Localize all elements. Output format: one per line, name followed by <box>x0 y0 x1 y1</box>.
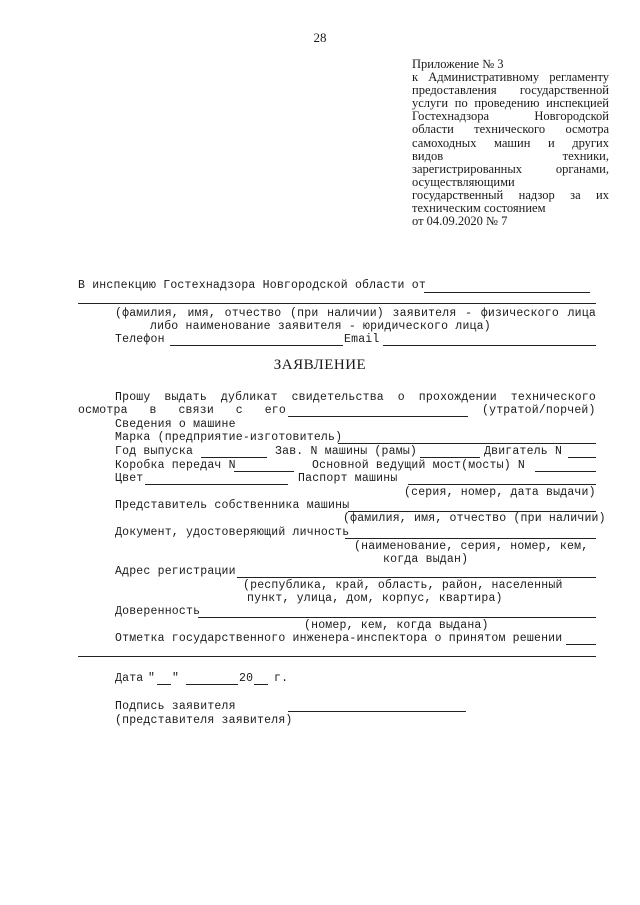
annex-line: Гостехнадзора Новгородской <box>412 109 609 124</box>
date-suffix: г. <box>274 672 289 685</box>
brand-label: Марка (предприятие-изготовитель) <box>115 431 343 444</box>
annex-line: зарегистрированных органами, <box>412 161 609 176</box>
date-quote-open: " <box>148 672 156 685</box>
applicant-name-field-line2[interactable] <box>78 303 596 304</box>
signature-field[interactable] <box>288 711 466 712</box>
annex-line: услуги по проведению инспекцией <box>412 96 609 111</box>
document-title: ЗАЯВЛЕНИЕ <box>273 357 367 373</box>
signature-label: Подпись заявителя <box>115 700 236 713</box>
email-label: Email <box>344 333 380 346</box>
date-year-prefix: 20 <box>239 672 254 685</box>
date-quote-close: " <box>172 672 180 685</box>
id-document-hint-2: когда выдан) <box>383 553 469 566</box>
annex-line: осуществляющими <box>412 174 515 189</box>
date-label: Дата <box>115 672 144 685</box>
color-field[interactable] <box>145 484 288 485</box>
proxy-field[interactable] <box>198 617 596 618</box>
inspector-note-label: Отметка государственного инженера-инспектора о принятом решении <box>115 632 563 645</box>
machine-info-heading: Сведения о машине <box>115 418 236 431</box>
registration-address-field[interactable] <box>237 577 596 578</box>
machine-passport-field[interactable] <box>408 484 596 485</box>
annex-block <box>412 58 609 228</box>
annex-line: Приложение № 3 <box>412 57 504 71</box>
inspector-note-field-line2[interactable] <box>78 656 596 657</box>
proxy-label: Доверенность <box>115 605 201 618</box>
machine-passport-label: Паспорт машины <box>298 472 398 485</box>
representative-hint: (фамилия, имя, отчество (при наличии) <box>343 512 606 525</box>
phone-field[interactable] <box>170 345 343 346</box>
date-month-field[interactable] <box>186 684 238 685</box>
applicant-hint-2: либо наименование заявителя - юридического лица) <box>150 320 491 333</box>
id-document-label: Документ, удостоверяющий личность <box>115 526 350 539</box>
frame-number-label: Зав. N машины (рамы) <box>275 445 418 458</box>
annex-line: техническим состоянием <box>412 201 546 216</box>
color-label: Цвет <box>115 472 144 485</box>
axle-number-field[interactable] <box>535 471 596 472</box>
axle-number-label: Основной ведущий мост(мосты) N <box>312 459 526 472</box>
representative-label: Представитель собственника машины <box>115 499 350 512</box>
annex-line: государственный надзор за их <box>412 187 609 202</box>
annex-line: от 04.09.2020 № 7 <box>412 214 508 229</box>
signature-hint: (представителя заявителя) <box>115 714 293 727</box>
phone-label: Телефон <box>115 333 165 346</box>
id-document-hint: (наименование, серия, номер, кем, <box>354 540 589 553</box>
annex-line: самоходных машин и других <box>412 135 609 150</box>
address-hint: (республика, край, область, район, населенный <box>243 579 563 592</box>
annex-line: к Административному регламенту <box>412 70 609 85</box>
registration-address-label: Адрес регистрации <box>115 565 236 578</box>
address-hint-2: пункт, улица, дом, корпус, квартира) <box>247 592 503 605</box>
year-label: Год выпуска <box>115 445 194 458</box>
date-day-field[interactable] <box>157 684 171 685</box>
annex-line: видов техники, <box>412 148 609 163</box>
frame-number-field[interactable] <box>420 457 480 458</box>
date-year-field[interactable] <box>254 684 268 685</box>
year-field[interactable] <box>201 457 267 458</box>
reason-field[interactable] <box>288 416 468 417</box>
gearbox-number-label: Коробка передач N <box>115 459 236 472</box>
annex-line: предоставления государственной <box>412 83 609 98</box>
reason-hint: (утратой/порчей) <box>482 404 596 417</box>
engine-number-field[interactable] <box>568 457 596 458</box>
request-text-line1: Прошу выдать дубликат свидетельства о прохождении технического <box>115 391 596 404</box>
addressee-label: В инспекцию Гостехнадзора Новгородской области от <box>78 279 426 292</box>
page-number: 28 <box>313 30 327 45</box>
id-document-field[interactable] <box>345 538 596 539</box>
inspector-note-field[interactable] <box>566 644 596 645</box>
request-text-line2: осмотра в связи с его <box>78 404 286 417</box>
applicant-name-field[interactable] <box>424 292 590 293</box>
proxy-hint: (номер, кем, когда выдана) <box>304 619 489 632</box>
passport-hint: (серия, номер, дата выдачи) <box>404 486 596 499</box>
brand-field[interactable] <box>338 443 596 444</box>
annex-line: области технического осмотра <box>412 122 609 137</box>
email-field[interactable] <box>383 345 596 346</box>
gearbox-number-field[interactable] <box>234 471 294 472</box>
applicant-hint: (фамилия, имя, отчество (при наличии) заявителя - физического лица <box>115 307 596 320</box>
engine-number-label: Двигатель N <box>484 445 563 458</box>
